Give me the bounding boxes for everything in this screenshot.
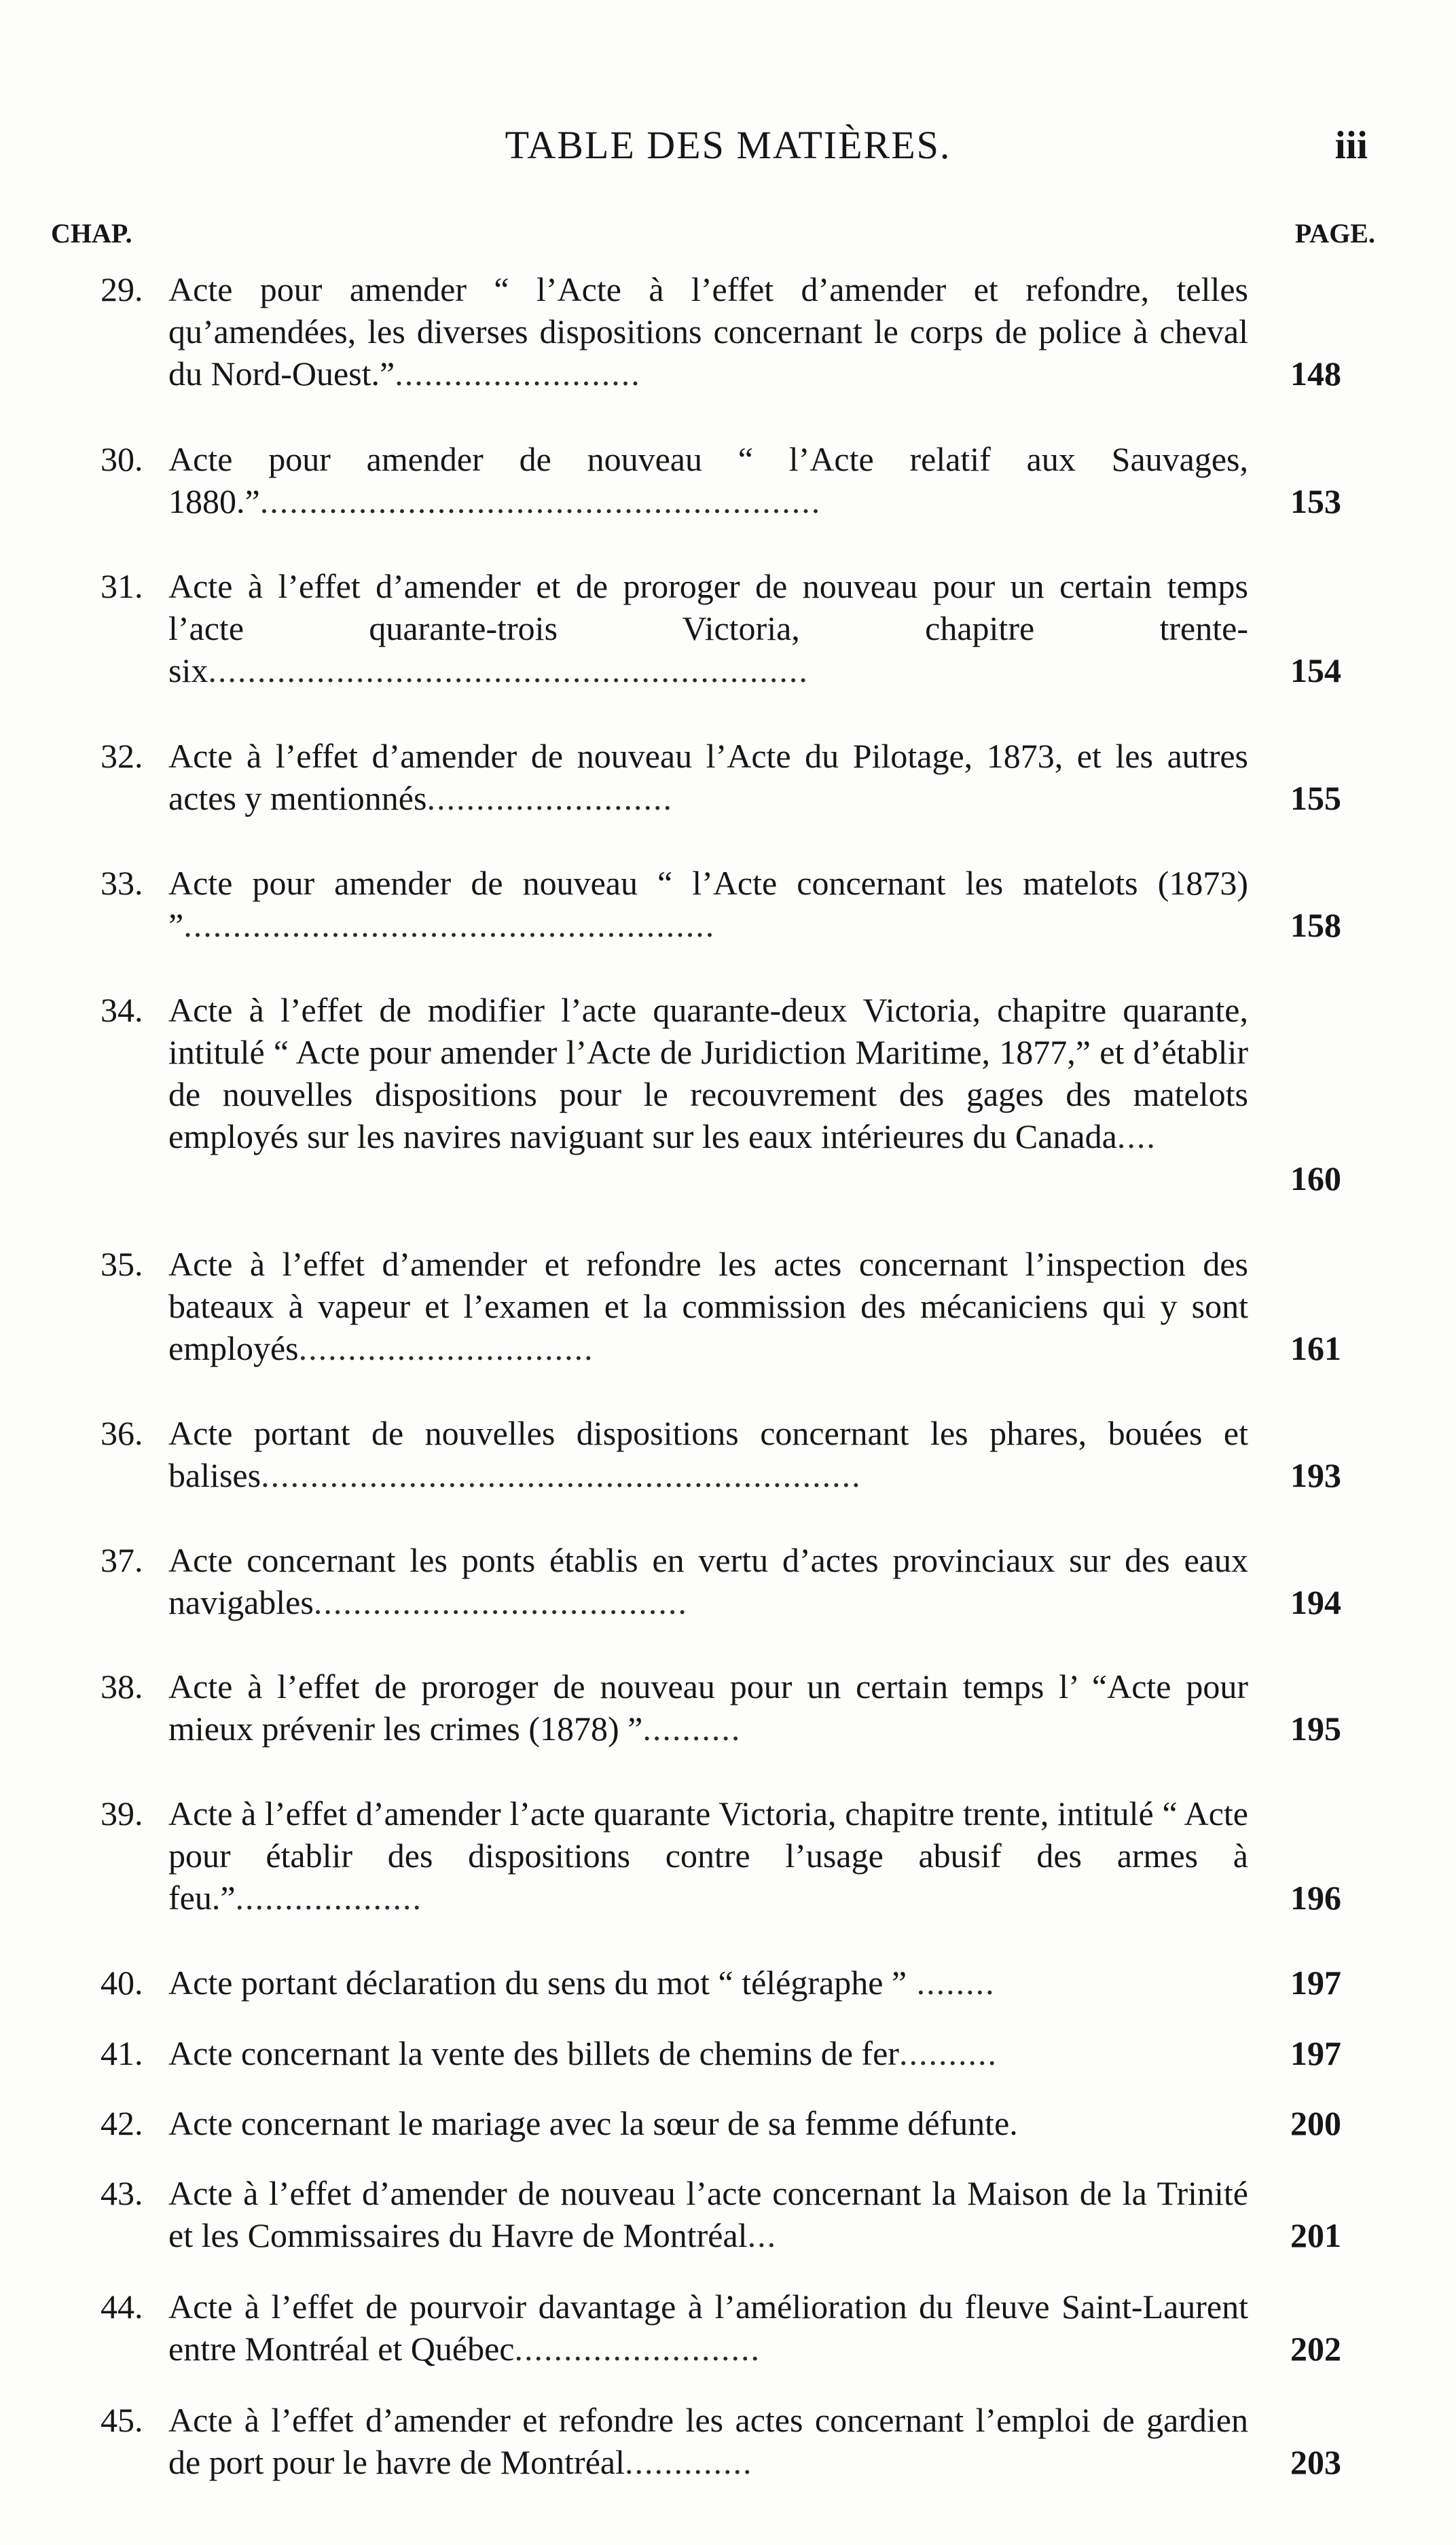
entry-title: Acte pour amender de nouveau “ l’Acte concernant les matelots (1873) ”...................................................... — [168, 864, 1248, 944]
chapter-number: 36. — [101, 1414, 143, 1452]
entry-page: 196 — [1290, 1879, 1341, 1917]
entry-title: Acte à l’effet d’amender et refondre les actes concernant l’emploi de gardien de port pour le havre de Montréal............. — [168, 2401, 1248, 2481]
chapter-number: 29. — [101, 270, 143, 308]
entry-page: 202 — [1290, 2330, 1341, 2368]
chapter-number: 40. — [101, 1964, 143, 2002]
entry-title: Acte à l’effet d’amender l’acte quarante Victoria, chapitre trente, intitulé “ Acte pour établir des dispositions contre l’usage abusif des armes à feu.”................... — [168, 1794, 1248, 1917]
entry-page: 195 — [1290, 1710, 1341, 1748]
entry-title: Acte concernant les ponts établis en vertu d’actes provinciaux sur des eaux navigables...................................... — [168, 1541, 1248, 1621]
entry-title: Acte à l’effet d’amender de nouveau l’Acte du Pilotage, 1873, et les autres actes y mentionnés......................... — [168, 737, 1248, 817]
entry-page: 153 — [1290, 482, 1341, 520]
entry-page: 161 — [1290, 1329, 1341, 1367]
chapter-number: 44. — [101, 2288, 143, 2326]
entry-title: Acte à l’effet de modifier l’acte quarante-deux Victoria, chapitre quarante, intitulé “ Acte pour amender l’Acte de Juridiction Maritime, 1877,” et d’établir de nouvelles dispositions pour le recouvrement des gages des matelots employés sur les navires naviguant sur les eaux intérieures du Canada.... — [168, 991, 1248, 1155]
entry-title: Acte à l’effet d’amender de nouveau l’acte concernant la Maison de la Trinité et les Commissaires du Havre de Montréal... — [168, 2174, 1248, 2254]
entry-title: Acte pour amender “ l’Acte à l’effet d’amender et refondre, telles qu’amendées, les diverses dispositions concernant le corps de police à cheval du Nord-Ouest.”......................... — [168, 270, 1248, 393]
page-title: TABLE DES MATIÈRES. — [505, 123, 951, 167]
entry-title: Acte à l’effet d’amender et refondre les actes concernant l’inspection des bateaux à vapeur et l’examen et la commission des mécaniciens qui y sont employés.............................. — [168, 1245, 1248, 1367]
entry-page: 201 — [1290, 2216, 1341, 2254]
chapter-number: 37. — [101, 1541, 143, 1579]
chapter-number: 41. — [101, 2034, 143, 2072]
entry-title: Acte pour amender de nouveau “ l’Acte relatif aux Sauvages, 1880.”......................................................... — [168, 440, 1248, 520]
chapter-number: 30. — [101, 440, 143, 478]
chapter-number: 31. — [101, 567, 143, 605]
chapter-number: 33. — [101, 864, 143, 902]
entry-page: 158 — [1290, 906, 1341, 944]
chapter-number: 35. — [101, 1245, 143, 1283]
chapter-number: 42. — [101, 2104, 143, 2142]
entry-page: 200 — [1290, 2104, 1341, 2142]
chapter-number: 38. — [101, 1667, 143, 1705]
entry-title: Acte à l’effet de proroger de nouveau pour un certain temps l’ “Acte pour mieux prévenir les crimes (1878) ”.......... — [168, 1667, 1248, 1748]
entry-title: Acte portant de nouvelles dispositions concernant les phares, bouées et balises............................................................. — [168, 1414, 1248, 1494]
entry-title: Acte à l’effet de pourvoir davantage à l’amélioration du fleuve Saint-Laurent entre Montréal et Québec......................... — [168, 2288, 1248, 2368]
chapter-number: 45. — [101, 2401, 143, 2439]
entry-page: 203 — [1290, 2443, 1341, 2481]
entry-title: Acte concernant le mariage avec la sœur de sa femme défunte. — [168, 2104, 1018, 2142]
page-heading: PAGE. — [1294, 218, 1375, 249]
chap-heading: CHAP. — [51, 218, 132, 249]
entry-page: 197 — [1290, 2034, 1341, 2072]
page-header — [0, 122, 1456, 190]
entry-title: Acte à l’effet d’amender et de proroger de nouveau pour un certain temps l’acte quarante-trois Victoria, chapitre trente-six............................................................. — [168, 567, 1248, 689]
chapter-number: 39. — [101, 1794, 143, 1833]
entry-page: 155 — [1290, 779, 1341, 817]
entry-page: 194 — [1290, 1583, 1341, 1621]
chapter-number: 34. — [101, 991, 143, 1029]
entry-title: Acte concernant la vente des billets de chemins de fer.......... — [168, 2034, 998, 2072]
chapter-number: 32. — [101, 737, 143, 775]
column-headings — [51, 217, 1375, 258]
entry-title: Acte portant déclaration du sens du mot “ télégraphe ” ........ — [168, 1964, 996, 2002]
entry-page: 148 — [1290, 355, 1341, 393]
page-number: iii — [1334, 123, 1368, 167]
chapter-number: 43. — [101, 2174, 143, 2212]
entry-page: 154 — [1290, 651, 1341, 689]
entry-page: 160 — [1290, 1159, 1341, 1197]
entry-page: 197 — [1290, 1964, 1341, 2002]
entry-page: 193 — [1290, 1456, 1341, 1494]
